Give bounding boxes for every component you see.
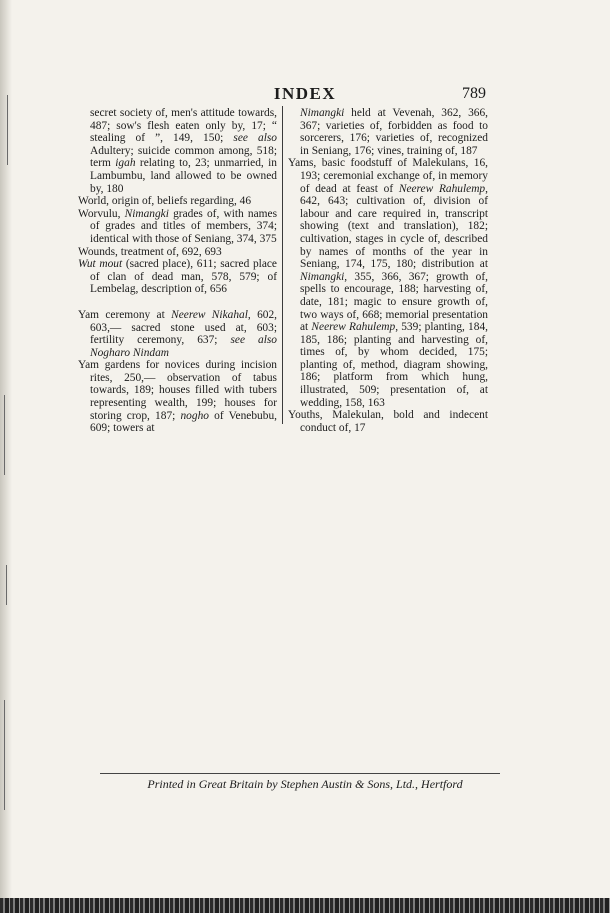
index-entry: Yam ceremony at Neerew Nikahal, 602, 603,— sacred stone used at, 603; fertility ceremony, 637; see also Nogharo Nindam: [78, 308, 277, 359]
entry-gap: [78, 296, 277, 309]
index-entry: Nimangki held at Vevenah, 362, 366, 367; varieties of, forbidden as food to sorcerers, 176; varieties of, recognized in Seniang, 176; vines, training of, 187: [300, 107, 488, 157]
index-entry: Wut mout (sacred place), 611; sacred place of clan of dead man, 578, 579; of Lembelag, description of, 656: [78, 258, 277, 296]
index-entry: Wounds, treatment of, 692, 693: [78, 245, 222, 258]
index-entry: Youths, Malekulan, bold and indecent conduct of, 17: [288, 409, 488, 434]
scan-mark: [7, 95, 8, 165]
scan-edge-bottom: [0, 898, 610, 913]
page-number: 789: [462, 85, 486, 102]
footer-divider: [100, 773, 500, 774]
printer-imprint: Printed in Great Britain by Stephen Austin & Sons, Ltd., Hertford: [147, 777, 463, 791]
index-entry: Yam gardens for novices during incision rites, 250,— observation of tabus towards, 189; houses filled with tubers representing wealth, 199; houses for storing crop, 187; nogho of Venebubu, 609; towers at: [78, 359, 277, 435]
index-entry: Worvulu, Nimangki grades of, with names of grades and titles of members, 374; identical with those of Seniang, 374, 375: [78, 207, 277, 245]
scan-mark: [4, 700, 5, 810]
scan-mark: [4, 395, 5, 475]
page-title: INDEX: [273, 84, 337, 103]
column-divider: [282, 106, 283, 424]
index-column-right: [288, 107, 488, 434]
index-column-left: [78, 107, 277, 435]
index-entry: secret society of, men's attitude towards, 487; sow's flesh eaten only by, 17; “ stealing of ”, 149, 150; see also Adultery; suicide common among, 518; term igah relating to, 23; unmarried, in Lambumbu, land allowed to be owned by, 180: [90, 107, 277, 195]
index-entry: World, origin of, beliefs regarding, 46: [78, 195, 252, 208]
scan-mark: [6, 565, 7, 605]
index-entry: Yams, basic foodstuff of Malekulans, 16, 193; ceremonial exchange of, in memory of dead at feast of Neerew Rahulemp, 642, 643; cultivation of, division of labour and care required in, transcript showing (text and translation), 182; cultivation, stages in cycle of, described by names of months of the year in Seniang, 174, 175, 180; distribution at Nimangki, 355, 366, 367; growth of, spells to encourage, 188; harvesting of, date, 181; magic to ensure growth of, two ways of, 668; memorial presentation at Neerew Rahulemp, 539; planting, 184, 185, 186; planting and harvesting of, times of, by whom decided, 175; planting of, method, diagram showing, 186; platform from which hung, illustrated, 509; presentation of, at wedding, 158, 163: [288, 157, 488, 409]
